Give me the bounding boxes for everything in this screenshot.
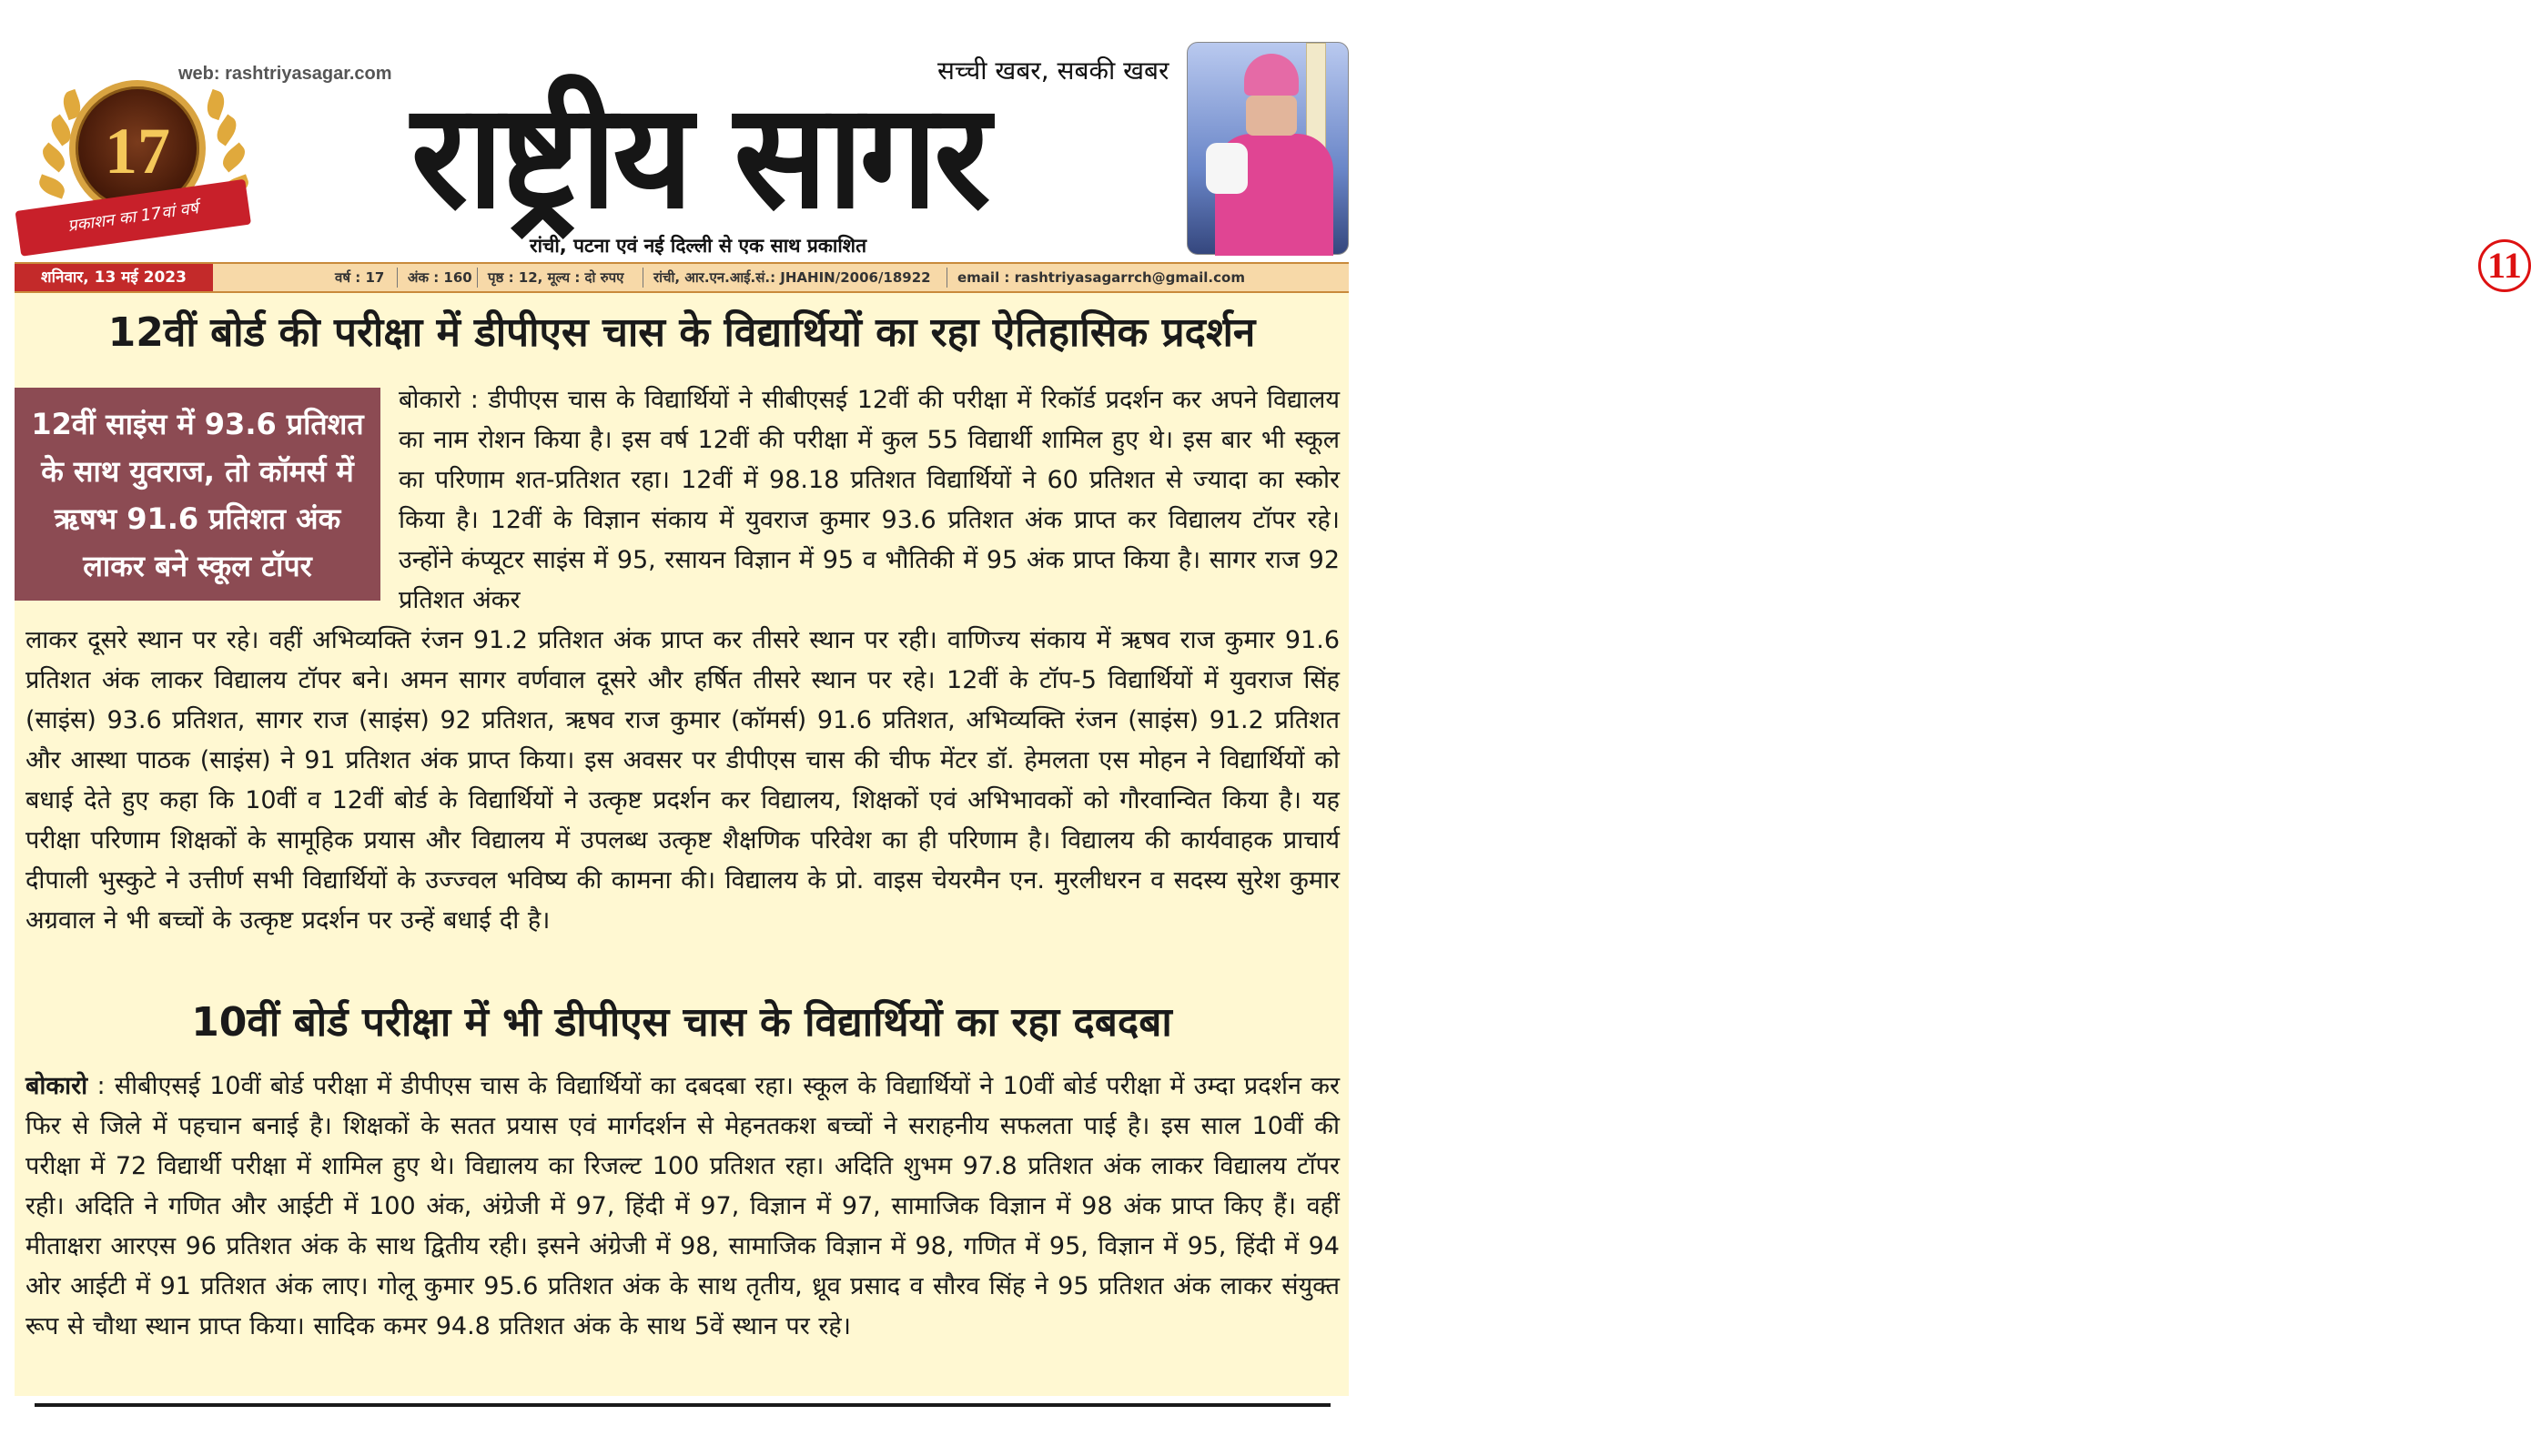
helmet-shape	[1244, 54, 1299, 96]
emblem-ribbon-text: प्रकाशन का 17वां वर्ष	[66, 198, 200, 237]
article2-body-text: : सीबीएसई 10वीं बोर्ड परीक्षा में डीपीएस चास के विद्यार्थियों का दबदबा रहा। स्कूल के विद्यार्थियों ने 10वीं बोर्ड परीक्षा में उम्दा प्रदर्शन कर फिर से जिले में पहचान बनाई है। शिक्षकों के सतत प्रयास एवं मार्गदर्शन से मेहनतकश बच्चों ने सराहनीय सफलता पाई है। इस साल 10वीं की परीक्षा में 72 विद्यार्थी परीक्षा में शामिल हुए थे। विद्यालय का रिजल्ट 100 प्रतिशत रहा। अदिति शुभम 97.8 प्रतिशत अंक लाकर विद्यालय टॉपर रही। अदिति ने गणित और आईटी में 100 अंक, अंग्रेजी में 97, हिंदी में 97, विज्ञान में 97, सामाजिक विज्ञान में 98 अंक प्राप्त किए हैं। वहीं मीताक्षरा आरएस 96 प्रतिशत अंक के साथ द्वितीय रही। इसने अंग्रेजी में 98, सामाजिक विज्ञान में 98, गणित में 95, विज्ञान में 95, हिंदी में 94 ओर आईटी में 91 प्रतिशत अंक लाए। गोलू कुमार 95.6 प्रतिशत अंक के साथ तृतीय, ध्रूव प्रसाद व सौरव सिंह ने 95 प्रतिशत अंक लाकर संयुक्त रूप से चौथा स्थान प्राप्त किया। सादिक कमर 94.8 प्रतिशत अंक के साथ 5वें स्थान पर रहे।	[25, 1072, 1340, 1340]
article2-dateline: बोकारो	[25, 1072, 88, 1100]
page-number-badge	[2478, 239, 2531, 292]
contact-email[interactable]: email : rashtriyasagarrch@gmail.com	[957, 269, 1245, 286]
article1-body-top: बोकारो : डीपीएस चास के विद्यार्थियों ने सीबीएसई 12वीं की परीक्षा में रिकॉर्ड प्रदर्शन कर अपने विद्यालय का नाम रोशन किया है। इस वर्ष 12वीं की परीक्षा में कुल 55 विद्यार्थी शामिल हुए थे। इस बार भी स्कूल का परिणाम शत-प्रतिशत रहा। 12वीं में 98.18 प्रतिशत विद्यार्थियों ने 60 प्रतिशत से ज्यादा का स्कोर किया है। 12वीं के विज्ञान संकाय में युवराज कुमार 93.6 प्रतिशत अंक प्राप्त कर विद्यालय टॉपर रहे। उन्होंने कंप्यूटर साइंस में 95, रसायन विज्ञान में 95 व भौतिकी में 95 अंक प्राप्त किया है। सागर राज 92 प्रतिशत अंकर	[399, 386, 1340, 614]
issue-number: अंक : 160	[408, 269, 472, 286]
article1-headline: 12वीं बोर्ड की परीक्षा में डीपीएस चास के विद्यार्थियों का रहा ऐतिहासिक प्रदर्शन	[107, 309, 1256, 356]
bottom-rule	[35, 1403, 1331, 1407]
face-shape	[1246, 96, 1297, 136]
article2-body	[25, 1067, 1340, 1390]
pages-price: पृष्ठ : 12, मूल्य : दो रुपए	[488, 269, 624, 286]
tagline: सच्ची खबर, सबकी खबर	[937, 56, 1169, 86]
article1-pullquote: 12वीं साइंस में 93.6 प्रतिशत के साथ युवराज, तो कॉमर्स में ऋषभ 91.6 प्रतिशत अंक लाकर बने स्कूल टॉपर	[15, 388, 380, 601]
issue-date: शनिवार, 13 मई 2023	[15, 264, 213, 291]
article-area	[15, 293, 1349, 1396]
article2-headline: 10वीं बोर्ड परीक्षा में भी डीपीएस चास के विद्यार्थियों का रहा दबदबा	[191, 999, 1172, 1046]
info-bar	[15, 262, 1349, 293]
page-label: पेज	[2425, 273, 2442, 287]
cricketer-photo	[1187, 42, 2522, 287]
page-number: 11	[2487, 245, 2522, 286]
emblem-number: 17	[105, 115, 170, 187]
info-separator	[477, 268, 478, 288]
info-separator	[397, 268, 398, 288]
publication-cities: रांची, पटना एवं नई दिल्ली से एक साथ प्रकाशित	[530, 235, 867, 257]
glove-shape	[1206, 143, 1248, 194]
article1-body-rest: लाकर दूसरे स्थान पर रहे। वहीं अभिव्यक्ति रंजन 91.2 प्रतिशत अंक प्राप्त कर तीसरे स्थान पर रही। वाणिज्य संकाय में ऋषव राज कुमार 91.6 प्रतिशत अंक लाकर विद्यालय टॉपर बने। अमन सागर वर्णवाल दूसरे और हर्षित तीसरे स्थान पर रहे। 12वीं के टॉप-5 विद्यार्थियों में युवराज सिंह (साइंस) 93.6 प्रतिशत, सागर राज (साइंस) 92 प्रतिशत, ऋषव राज कुमार (कॉमर्स) 91.6 प्रतिशत, अभिव्यक्ति रंजन (साइंस) 91.2 प्रतिशत और आस्था पाठक (साइंस) ने 91 प्रतिशत अंक प्राप्त किया। इस अवसर पर डीपीएस चास की चीफ मेंटर डॉ. हेमलता एस मोहन ने विद्यार्थियों को बधाई देते हुए कहा कि 10वीं व 12वीं बोर्ड के विद्यार्थियों ने उत्कृष्ट प्रदर्शन कर विद्यालय, शिक्षकों एवं अभिभावकों को गौरवान्वित किया है। यह परीक्षा परिणाम शिक्षकों के सामूहिक प्रयास और विद्यालय में उपलब्ध उत्कृष्ट शैक्षणिक परिवेश का ही परिणाम है। विद्यालय की कार्यवाहक प्राचार्य दीपाली भुस्कुटे ने उत्तीर्ण सभी विद्यार्थियों के उज्ज्वल भविष्य की कामना की। विद्यालय के प्रो. वाइस चेयरमैन एन. मुरलीधरन व सदस्य सुरेश कुमार अग्रवाल ने भी बच्चों के उत्कृष्ट प्रदर्शन पर उन्हें बधाई दी है।	[25, 626, 1340, 935]
registration-number: रांची, आर.एन.आई.सं.: JHAHIN/2006/18922	[653, 269, 931, 286]
website-url[interactable]: web: rashtriyasagar.com	[178, 64, 392, 84]
issue-year: वर्ष : 17	[335, 269, 385, 286]
newspaper-title: राष्ट्रीय सागर	[410, 71, 987, 241]
